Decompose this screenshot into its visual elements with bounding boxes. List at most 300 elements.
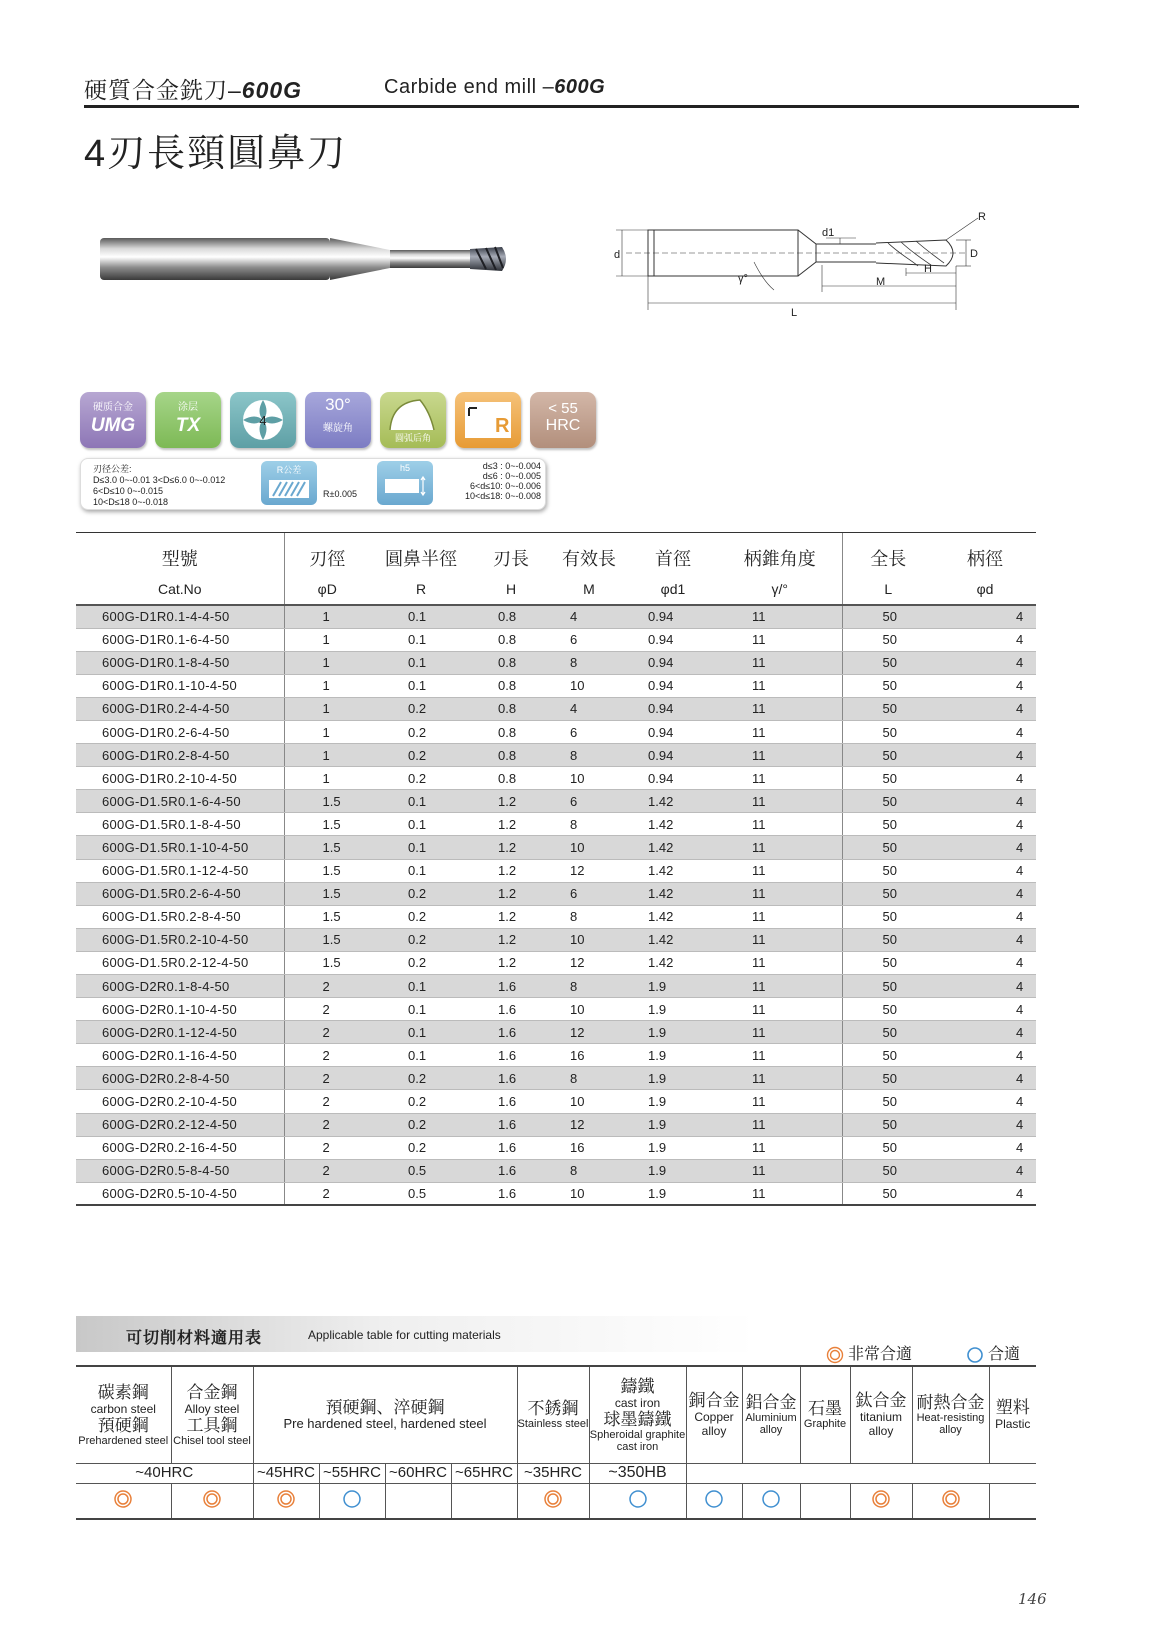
table-cell: 50 (842, 1090, 934, 1113)
table-row (76, 928, 1036, 951)
table-cell: 0.8 (472, 628, 550, 651)
header-title-en: Carbide end mill –600G (384, 76, 606, 98)
label-d1: d1 (822, 227, 835, 239)
col-header: 型號 (76, 533, 284, 573)
table-cell: 50 (842, 1113, 934, 1136)
table-cell: 2 (284, 1159, 370, 1182)
label-H: H (924, 263, 932, 275)
double-circle-icon (276, 1489, 296, 1509)
table-row (76, 975, 1036, 998)
r-tolerance-badge: R公差 (261, 461, 317, 505)
table-cell: 0.5 (370, 1159, 472, 1182)
double-circle-icon (826, 1346, 844, 1364)
table-cell: 1.6 (472, 1159, 550, 1182)
materials-table (76, 1365, 1036, 1520)
table-cell: 4 (934, 1090, 1036, 1113)
table-cell: 600G-D1.5R0.2-12-4-50 (76, 951, 284, 974)
table-cell: 1 (284, 720, 370, 743)
table-cell: 1.42 (628, 813, 718, 836)
table-cell: 8 (550, 744, 628, 767)
table-cell: 0.94 (628, 697, 718, 720)
table-cell: 600G-D1R0.1-4-4-50 (76, 605, 284, 628)
rating-cell (517, 1483, 589, 1519)
table-cell: 0.94 (628, 651, 718, 674)
table-cell: 50 (842, 975, 934, 998)
rating-cell (742, 1483, 800, 1519)
table-row (76, 697, 1036, 720)
table-cell: 11 (718, 1044, 842, 1067)
table-cell: 1.42 (628, 882, 718, 905)
table-cell: 11 (718, 605, 842, 628)
table-cell: 6 (550, 790, 628, 813)
table-cell: 10 (550, 1182, 628, 1205)
table-cell: 2 (284, 1113, 370, 1136)
table-cell: 0.1 (370, 674, 472, 697)
table-cell: 11 (718, 767, 842, 790)
table-cell: 6 (550, 720, 628, 743)
table-cell: 1.5 (284, 905, 370, 928)
table-cell: 1.9 (628, 975, 718, 998)
table-cell: 50 (842, 605, 934, 628)
badge-helix-angle: 30° 螺旋角 (305, 392, 371, 448)
table-cell: 4 (934, 790, 1036, 813)
badge-relief-angle: 圓弧后角 (380, 392, 446, 448)
circle-icon (628, 1489, 648, 1509)
table-cell: 4 (934, 651, 1036, 674)
rating-cell (989, 1483, 1036, 1519)
table-row (76, 1021, 1036, 1044)
table-cell: 1.42 (628, 859, 718, 882)
table-row (76, 1090, 1036, 1113)
rating-cell (319, 1483, 385, 1519)
legend-suitable: 合適 (966, 1341, 1020, 1364)
table-cell: 0.1 (370, 628, 472, 651)
table-cell: 0.5 (370, 1182, 472, 1205)
table-cell: 1.9 (628, 1090, 718, 1113)
table-row (76, 720, 1036, 743)
table-cell: 1.6 (472, 998, 550, 1021)
rating-cell (912, 1483, 989, 1519)
table-cell: 0.2 (370, 767, 472, 790)
table-cell: 1.6 (472, 1113, 550, 1136)
table-cell: 2 (284, 998, 370, 1021)
table-cell: 0.8 (472, 674, 550, 697)
table-cell: 50 (842, 744, 934, 767)
rating-cell (850, 1483, 912, 1519)
r-tolerance-value: R±0.005 (323, 489, 357, 499)
table-cell: 50 (842, 674, 934, 697)
h5-tolerance-badge: h5 (377, 461, 433, 505)
double-circle-icon (202, 1489, 222, 1509)
label-R: R (978, 211, 986, 223)
table-cell: 8 (550, 1067, 628, 1090)
table-cell: 0.1 (370, 605, 472, 628)
table-cell: 600G-D2R0.1-8-4-50 (76, 975, 284, 998)
table-row (76, 1159, 1036, 1182)
table-cell: 1.5 (284, 859, 370, 882)
table-cell: 12 (550, 1113, 628, 1136)
table-cell: 1.9 (628, 998, 718, 1021)
table-cell: 1 (284, 605, 370, 628)
table-cell: 1.9 (628, 1113, 718, 1136)
table-cell: 600G-D1.5R0.2-8-4-50 (76, 905, 284, 928)
table-cell: 4 (934, 975, 1036, 998)
table-cell: 4 (934, 951, 1036, 974)
table-cell: 16 (550, 1044, 628, 1067)
materials-rating-row (76, 1483, 1036, 1519)
table-cell: 1 (284, 674, 370, 697)
table-cell: 4 (934, 605, 1036, 628)
table-cell: 0.2 (370, 744, 472, 767)
hardness-cell: ~60HRC (385, 1463, 451, 1483)
table-cell: 1.6 (472, 975, 550, 998)
label-L: L (791, 307, 798, 319)
table-cell: 600G-D1.5R0.1-8-4-50 (76, 813, 284, 836)
table-cell: 1.2 (472, 859, 550, 882)
table-cell: 1.42 (628, 951, 718, 974)
materials-header-row (76, 1366, 1036, 1463)
table-cell: 600G-D2R0.1-12-4-50 (76, 1021, 284, 1044)
mat-carbon-steel: 碳素鋼 carbon steel 預硬鋼 Prehardened steel (76, 1366, 171, 1463)
table-cell: 0.2 (370, 720, 472, 743)
double-circle-icon (941, 1489, 961, 1509)
table-cell: 0.1 (370, 813, 472, 836)
table-row (76, 882, 1036, 905)
table-cell: 11 (718, 836, 842, 859)
table-cell: 1.5 (284, 882, 370, 905)
table-cell: 4 (934, 697, 1036, 720)
table-row (76, 859, 1036, 882)
table-row (76, 767, 1036, 790)
materials-title-zh: 可切削材料適用表 (126, 1330, 263, 1347)
table-cell: 1 (284, 628, 370, 651)
mat-plastic: 塑料 Plastic (989, 1366, 1036, 1463)
table-cell: 4 (934, 1067, 1036, 1090)
hardness-cell: ~40HRC (76, 1463, 253, 1483)
col-header: M (550, 573, 628, 605)
mat-aluminium: 鋁合金 Aluminium alloy (742, 1366, 800, 1463)
badge-flute-count (230, 392, 296, 448)
table-cell: 6 (550, 882, 628, 905)
table-cell: 8 (550, 813, 628, 836)
table-cell: 11 (718, 1113, 842, 1136)
table-cell: 4 (934, 1021, 1036, 1044)
table-cell: 11 (718, 882, 842, 905)
table-cell: 4 (934, 767, 1036, 790)
table-cell: 4 (934, 1113, 1036, 1136)
table-cell: 11 (718, 628, 842, 651)
circle-icon (342, 1489, 362, 1509)
rating-cell (253, 1483, 319, 1519)
hardness-empty (686, 1463, 1036, 1483)
table-cell: 0.2 (370, 928, 472, 951)
table-cell: 4 (934, 674, 1036, 697)
header-row-en (76, 573, 1036, 605)
table-row (76, 951, 1036, 974)
table-row (76, 790, 1036, 813)
table-cell: 50 (842, 813, 934, 836)
table-cell: 600G-D2R0.1-16-4-50 (76, 1044, 284, 1067)
hatch-icon (267, 476, 311, 502)
table-cell: 2 (284, 1044, 370, 1067)
table-cell: 0.2 (370, 905, 472, 928)
double-circle-icon (543, 1489, 563, 1509)
table-cell: 4 (934, 859, 1036, 882)
table-cell: 8 (550, 975, 628, 998)
table-cell: 1.2 (472, 905, 550, 928)
table-cell: 0.8 (472, 697, 550, 720)
table-cell: 0.94 (628, 628, 718, 651)
table-cell: 0.2 (370, 1136, 472, 1159)
svg-text:4: 4 (259, 413, 267, 428)
table-cell: 600G-D1R0.1-6-4-50 (76, 628, 284, 651)
table-cell: 1 (284, 744, 370, 767)
col-header: H (472, 573, 550, 605)
mat-graphite: 石墨 Graphite (800, 1366, 850, 1463)
table-cell: 50 (842, 628, 934, 651)
table-cell: 0.8 (472, 720, 550, 743)
double-circle-icon (871, 1489, 891, 1509)
circle-icon (761, 1489, 781, 1509)
col-header: 有效長 (562, 549, 616, 569)
col-header: 刃徑 (309, 549, 346, 569)
table-cell: 12 (550, 951, 628, 974)
table-row (76, 744, 1036, 767)
table-cell: 1.5 (284, 951, 370, 974)
mat-cast-iron: 鑄鐵 cast iron 球墨鑄鐵 Spheroidal graphite cast iron (589, 1366, 686, 1463)
table-cell: 4 (934, 905, 1036, 928)
table-cell: 50 (842, 905, 934, 928)
badge-hardness: < 55 HRC (530, 392, 596, 448)
mat-stainless: 不銹鋼 Stainless steel (517, 1366, 589, 1463)
table-row (76, 1136, 1036, 1159)
table-row (76, 836, 1036, 859)
header-title-zh: 硬質合金銑刀–600G (84, 77, 303, 103)
badge-umg: 硬质合金 UMG (80, 392, 146, 448)
table-cell: 10 (550, 767, 628, 790)
table-cell: 1.6 (472, 1067, 550, 1090)
table-cell: 1.6 (472, 1021, 550, 1044)
table-cell: 8 (550, 651, 628, 674)
shank-icon (383, 473, 427, 499)
hardness-row (76, 1463, 1036, 1483)
table-cell: 0.8 (472, 651, 550, 674)
table-cell: 1.9 (628, 1044, 718, 1067)
mat-heat-resisting: 耐熱合金 Heat-resisting alloy (912, 1366, 989, 1463)
table-cell: 0.1 (370, 1021, 472, 1044)
table-cell: 1.42 (628, 790, 718, 813)
table-cell: 1.42 (628, 836, 718, 859)
rating-cell (76, 1483, 171, 1519)
table-cell: 1.2 (472, 951, 550, 974)
table-cell: 0.2 (370, 951, 472, 974)
table-cell: 600G-D1.5R0.2-6-4-50 (76, 882, 284, 905)
table-row (76, 813, 1036, 836)
table-cell: 1 (284, 767, 370, 790)
relief-curve-icon (380, 392, 446, 432)
label-M: M (876, 276, 886, 288)
table-cell: 1.9 (628, 1067, 718, 1090)
hardness-cell: ~65HRC (451, 1463, 517, 1483)
table-cell: 1.9 (628, 1182, 718, 1205)
table-cell: 50 (842, 720, 934, 743)
table-cell: 11 (718, 998, 842, 1021)
table-cell: 0.8 (472, 605, 550, 628)
table-cell: 0.1 (370, 790, 472, 813)
table-cell: 600G-D1R0.2-10-4-50 (76, 767, 284, 790)
diameter-tolerance: 刃径公差: D≤3.0 0~-0.01 3<D≤6.0 0~-0.012 6<D≤10 0~-0.015 10<D≤18 0~-0.018 (93, 464, 226, 507)
col-header: φd (934, 573, 1036, 605)
table-cell: 2 (284, 975, 370, 998)
corner-radius-icon (455, 392, 521, 448)
table-cell: 50 (842, 697, 934, 720)
col-header: γ/° (718, 573, 842, 605)
circle-icon (966, 1346, 984, 1364)
table-cell: 0.2 (370, 697, 472, 720)
table-cell: 50 (842, 1159, 934, 1182)
table-cell: 1.2 (472, 813, 550, 836)
table-cell: 1.5 (284, 813, 370, 836)
table-cell: 4 (934, 998, 1036, 1021)
col-header: 圓鼻半徑 (385, 549, 457, 569)
table-cell: 1.9 (628, 1136, 718, 1159)
table-cell: 10 (550, 836, 628, 859)
badge-corner-radius (455, 392, 521, 448)
table-cell: 1 (284, 651, 370, 674)
table-cell: 0.1 (370, 1044, 472, 1067)
table-cell: 1.2 (472, 928, 550, 951)
hardness-cell: ~55HRC (319, 1463, 385, 1483)
table-cell: 50 (842, 1067, 934, 1090)
mat-copper: 銅合金 Copper alloy (686, 1366, 742, 1463)
table-cell: 0.1 (370, 859, 472, 882)
table-cell: 0.94 (628, 744, 718, 767)
col-header: L (842, 573, 934, 605)
table-cell: 4 (934, 1044, 1036, 1067)
table-row (76, 1067, 1036, 1090)
table-cell: 11 (718, 1090, 842, 1113)
header-row-zh (76, 533, 1036, 573)
hardness-cell: ~350HB (589, 1463, 686, 1483)
table-cell: 50 (842, 998, 934, 1021)
table-cell: 12 (550, 1021, 628, 1044)
table-cell: 600G-D1.5R0.1-6-4-50 (76, 790, 284, 813)
table-cell: 1.6 (472, 1182, 550, 1205)
table-cell: 1.42 (628, 905, 718, 928)
table-cell: 50 (842, 790, 934, 813)
table-row (76, 1182, 1036, 1205)
table-cell: 4 (934, 720, 1036, 743)
table-cell: 600G-D1.5R0.1-12-4-50 (76, 859, 284, 882)
table-cell: 50 (842, 1044, 934, 1067)
table-cell: 600G-D2R0.5-8-4-50 (76, 1159, 284, 1182)
col-header: 全長 (870, 549, 907, 569)
table-cell: 1.9 (628, 1159, 718, 1182)
table-cell: 1.6 (472, 1044, 550, 1067)
table-cell: 11 (718, 928, 842, 951)
table-cell: 4 (550, 697, 628, 720)
rating-cell (385, 1483, 451, 1519)
dimension-drawing (614, 210, 1036, 335)
table-cell: 600G-D2R0.1-10-4-50 (76, 998, 284, 1021)
table-cell: 10 (550, 928, 628, 951)
table-cell: 8 (550, 905, 628, 928)
table-cell: 600G-D1R0.2-6-4-50 (76, 720, 284, 743)
table-cell: 4 (934, 928, 1036, 951)
table-cell: 50 (842, 1021, 934, 1044)
table-cell: 600G-D2R0.2-10-4-50 (76, 1090, 284, 1113)
hardness-cell: ~45HRC (253, 1463, 319, 1483)
hardness-cell: ~35HRC (517, 1463, 589, 1483)
col-header: 柄錐角度 (718, 533, 842, 573)
table-row (76, 998, 1036, 1021)
col-header: Cat.No (76, 573, 284, 605)
table-cell: 600G-D1R0.1-8-4-50 (76, 651, 284, 674)
materials-banner (76, 1316, 756, 1352)
circle-icon (704, 1489, 724, 1509)
table-cell: 2 (284, 1021, 370, 1044)
mat-hardened-steel: 預硬鋼、淬硬鋼 Pre hardened steel, hardened steel (253, 1366, 517, 1463)
materials-title-en: Applicable table for cutting materials (308, 1328, 501, 1342)
table-cell: 2 (284, 1182, 370, 1205)
table-cell: 11 (718, 1067, 842, 1090)
table-cell: 4 (550, 605, 628, 628)
table-cell: 0.1 (370, 998, 472, 1021)
rating-cell (686, 1483, 742, 1519)
label-gamma: γ° (738, 273, 748, 285)
table-cell: 11 (718, 1159, 842, 1182)
table-cell: 50 (842, 651, 934, 674)
table-cell: 50 (842, 1136, 934, 1159)
table-cell: 6 (550, 628, 628, 651)
table-cell: 1.2 (472, 790, 550, 813)
table-cell: 1.2 (472, 836, 550, 859)
tolerance-panel (80, 458, 546, 510)
flute-icon (230, 392, 296, 448)
table-cell: 1.42 (628, 928, 718, 951)
table-cell: 8 (550, 1159, 628, 1182)
table-cell: 600G-D1R0.2-8-4-50 (76, 744, 284, 767)
table-cell: 0.8 (472, 767, 550, 790)
table-cell: 2 (284, 1090, 370, 1113)
svg-text:R: R (495, 415, 510, 437)
legend-very-suitable: 非常合適 (826, 1341, 912, 1364)
rating-cell (800, 1483, 850, 1519)
table-cell: 600G-D1R0.1-10-4-50 (76, 674, 284, 697)
table-cell: 0.1 (370, 651, 472, 674)
rating-cell (171, 1483, 253, 1519)
table-cell: 11 (718, 905, 842, 928)
table-cell: 0.2 (370, 882, 472, 905)
table-cell: 11 (718, 720, 842, 743)
page-number: 146 (1018, 1590, 1047, 1608)
table-cell: 12 (550, 859, 628, 882)
table-cell: 4 (934, 813, 1036, 836)
table-row (76, 905, 1036, 928)
table-cell: 4 (934, 836, 1036, 859)
table-cell: 0.94 (628, 674, 718, 697)
table-cell: 50 (842, 859, 934, 882)
table-cell: 4 (934, 1136, 1036, 1159)
table-cell: 1.6 (472, 1136, 550, 1159)
shank-tolerance: d≤3 : 0~-0.004 d≤6 : 0~-0.005 6<d≤10: 0~-0.006 10<d≤18: 0~-0.008 (464, 461, 541, 501)
rating-cell (589, 1483, 686, 1519)
table-cell: 1.6 (472, 1090, 550, 1113)
label-d: d (614, 249, 621, 261)
table-cell: 11 (718, 975, 842, 998)
spec-table (76, 533, 1036, 1206)
table-cell: 11 (718, 813, 842, 836)
